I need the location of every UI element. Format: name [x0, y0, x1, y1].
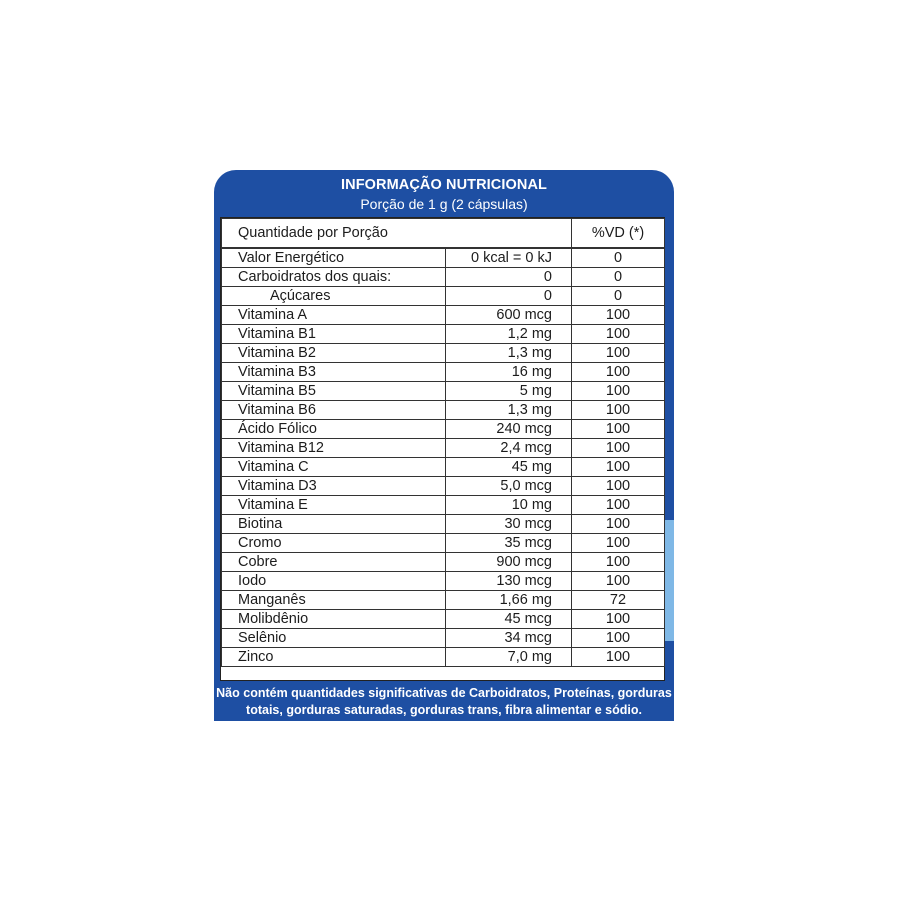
nutrient-vd: 0 — [572, 248, 665, 268]
table-row — [222, 648, 665, 667]
nutrient-amount: 1,2 mg — [446, 325, 572, 344]
table-header-row — [222, 219, 665, 249]
nutrient-vd: 100 — [572, 344, 665, 363]
nutrient-vd: 100 — [572, 420, 665, 439]
nutrient-name: Vitamina B2 — [222, 344, 446, 363]
nutrient-amount: 34 mcg — [446, 629, 572, 648]
nutrient-amount: 130 mcg — [446, 572, 572, 591]
nutrient-vd: 100 — [572, 553, 665, 572]
nutrition-title: INFORMAÇÃO NUTRICIONAL — [341, 177, 547, 193]
table-row — [222, 629, 665, 648]
nutrient-vd: 100 — [572, 572, 665, 591]
table-row — [222, 306, 665, 325]
nutrient-vd: 100 — [572, 477, 665, 496]
table-row — [222, 515, 665, 534]
nutrient-vd: 100 — [572, 610, 665, 629]
nutrient-amount: 1,3 mg — [446, 401, 572, 420]
nutrient-vd: 100 — [572, 648, 665, 667]
table-row — [222, 268, 665, 287]
nutrient-name: Iodo — [222, 572, 446, 591]
table-row — [222, 477, 665, 496]
nutrient-amount: 45 mg — [446, 458, 572, 477]
footer-line-1: Não contém quantidades significativas de Carboidratos, Proteínas, gorduras — [216, 686, 672, 700]
nutrient-vd: 0 — [572, 268, 665, 287]
nutrient-vd: 72 — [572, 591, 665, 610]
table-row — [222, 591, 665, 610]
serving-size: Porção de 1 g (2 cápsulas) — [360, 196, 528, 212]
footer-note — [214, 685, 674, 719]
nutrient-vd: 100 — [572, 496, 665, 515]
accent-bar — [664, 520, 674, 641]
nutrient-amount: 45 mcg — [446, 610, 572, 629]
table-row — [222, 363, 665, 382]
nutrient-name: Vitamina B3 — [222, 363, 446, 382]
nutrient-name: Vitamina B5 — [222, 382, 446, 401]
nutrient-name: Manganês — [222, 591, 446, 610]
table-row — [222, 572, 665, 591]
nutrient-amount: 10 mg — [446, 496, 572, 515]
table-row — [222, 496, 665, 515]
nutrient-vd: 100 — [572, 439, 665, 458]
table-row — [222, 420, 665, 439]
nutrient-vd: 100 — [572, 458, 665, 477]
nutrient-vd: 100 — [572, 325, 665, 344]
nutrient-amount: 900 mcg — [446, 553, 572, 572]
nutrient-name: Vitamina B12 — [222, 439, 446, 458]
nutrient-vd: 100 — [572, 401, 665, 420]
nutrient-amount: 5 mg — [446, 382, 572, 401]
nutrient-vd: 100 — [572, 363, 665, 382]
table-row — [222, 248, 665, 268]
nutrient-name: Vitamina C — [222, 458, 446, 477]
nutrient-vd: 100 — [572, 382, 665, 401]
nutrient-vd: 100 — [572, 515, 665, 534]
nutrient-amount: 7,0 mg — [446, 648, 572, 667]
nutrient-amount: 30 mcg — [446, 515, 572, 534]
nutrient-name: Cobre — [222, 553, 446, 572]
table-row — [222, 458, 665, 477]
nutrient-vd: 100 — [572, 629, 665, 648]
nutrition-table — [220, 217, 665, 681]
nutrient-amount: 0 — [446, 268, 572, 287]
nutrient-name: Vitamina B1 — [222, 325, 446, 344]
table-row — [222, 287, 665, 306]
nutrient-amount: 240 mcg — [446, 420, 572, 439]
table-row — [222, 382, 665, 401]
nutrient-amount: 2,4 mcg — [446, 439, 572, 458]
nutrient-name: Molibdênio — [222, 610, 446, 629]
nutrient-name: Biotina — [222, 515, 446, 534]
nutrient-name: Cromo — [222, 534, 446, 553]
nutrient-name: Selênio — [222, 629, 446, 648]
nutrient-name: Vitamina D3 — [222, 477, 446, 496]
nutrient-name: Valor Energético — [222, 248, 446, 268]
nutrient-name: Vitamina E — [222, 496, 446, 515]
table-row — [222, 610, 665, 629]
nutrient-amount: 600 mcg — [446, 306, 572, 325]
nutrient-name: Vitamina A — [222, 306, 446, 325]
nutrient-amount: 1,3 mg — [446, 344, 572, 363]
table-row — [222, 325, 665, 344]
nutrient-name: Carboidratos dos quais: — [222, 268, 446, 287]
nutrient-amount: 5,0 mcg — [446, 477, 572, 496]
nutrient-amount: 1,66 mg — [446, 591, 572, 610]
table-row — [222, 534, 665, 553]
column-header-label: Quantidade por Porção — [222, 219, 572, 249]
table-row — [222, 344, 665, 363]
nutrient-name: Vitamina B6 — [222, 401, 446, 420]
table-row — [222, 401, 665, 420]
table-row — [222, 553, 665, 572]
nutrient-name: Zinco — [222, 648, 446, 667]
nutrient-amount: 35 mcg — [446, 534, 572, 553]
nutrient-vd: 100 — [572, 306, 665, 325]
footer-line-2: totais, gorduras saturadas, gorduras trans, fibra alimentar e sódio. — [246, 703, 642, 717]
nutrient-amount: 0 — [446, 287, 572, 306]
nutrient-name: Ácido Fólico — [222, 420, 446, 439]
nutrient-amount: 0 kcal = 0 kJ — [446, 248, 572, 268]
nutrition-header — [214, 176, 674, 213]
nutrient-amount: 16 mg — [446, 363, 572, 382]
table-row — [222, 439, 665, 458]
nutrient-name: Açúcares — [222, 287, 446, 306]
nutrient-vd: 100 — [572, 534, 665, 553]
column-header-vd: %VD (*) — [572, 219, 665, 249]
nutrient-vd: 0 — [572, 287, 665, 306]
